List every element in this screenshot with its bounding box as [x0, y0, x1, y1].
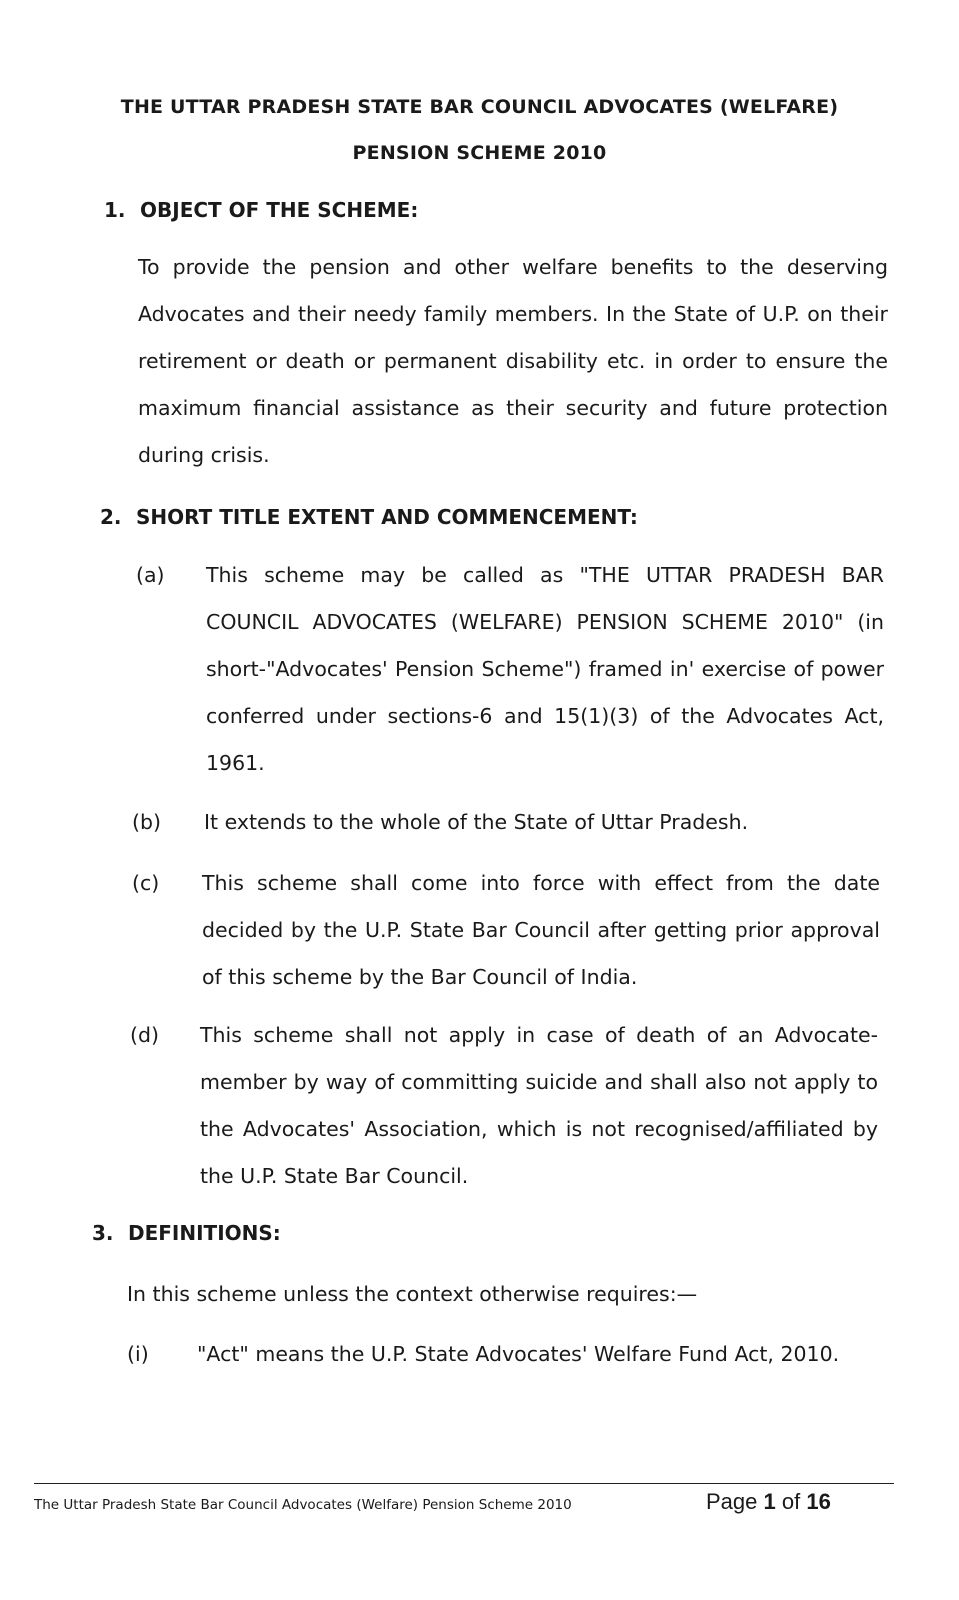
section-number: 1. [104, 198, 126, 222]
clause-label: (i) [127, 1342, 149, 1366]
clause-text: This scheme shall come into force with effect from the date decided by the U.P. State Bar Council after getting prior approval of this scheme by the Bar Council of India. [202, 871, 880, 989]
clause-text: "Act" means the U.P. State Advocates' Welfare Fund Act, 2010. [197, 1342, 840, 1366]
footer-document-title: The Uttar Pradesh State Bar Council Advocates (Welfare) Pension Scheme 2010 [34, 1497, 572, 1513]
document-title-line2: PENSION SCHEME 2010 [352, 142, 607, 164]
section-1-heading [104, 198, 418, 222]
definitions-intro: In this scheme unless the context otherwise requires:— [127, 1282, 698, 1306]
clause-text: It extends to the whole of the State of Uttar Pradesh. [204, 810, 749, 834]
section-title: SHORT TITLE EXTENT AND COMMENCEMENT: [136, 505, 638, 529]
document-title-line1: THE UTTAR PRADESH STATE BAR COUNCIL ADVOCATES (WELFARE) [120, 96, 839, 118]
clause-text: This scheme shall not apply in case of death of an Advocate-member by way of committing suicide and shall also not apply to the Advocates' Association, which is not recognised/affiliated by the U.P. State Bar Council. [200, 1023, 878, 1188]
section-title: DEFINITIONS: [128, 1221, 281, 1245]
clause-b [132, 799, 882, 849]
page-word: Page [706, 1489, 758, 1514]
section-title: OBJECT OF THE SCHEME: [140, 198, 419, 222]
page-current: 1 [763, 1489, 776, 1514]
clause-d [130, 1012, 880, 1202]
page-of: of [781, 1489, 801, 1514]
clause-label: (c) [132, 871, 160, 895]
section-number: 3. [92, 1221, 114, 1245]
clause-c [132, 860, 882, 1005]
definition-i [127, 1331, 877, 1431]
section-2-heading [100, 505, 638, 529]
footer-divider [34, 1483, 894, 1484]
section-3-heading [92, 1221, 281, 1245]
clause-text: This scheme may be called as "THE UTTAR PRADESH BAR COUNCIL ADVOCATES (WELFARE) PENSION SCHEME 2010" (in short-"Advocates' Pension Scheme") framed in' exercise of power conferred under sections-6 and 15(1)(3) of the Advocates Act, 1961. [206, 563, 884, 775]
clause-a [136, 552, 886, 792]
clause-label: (d) [130, 1023, 160, 1047]
page-number [706, 1489, 831, 1515]
section-number: 2. [100, 505, 122, 529]
clause-label: (b) [132, 810, 162, 834]
clause-label: (a) [136, 563, 165, 587]
page-total: 16 [806, 1489, 831, 1514]
section-1-body: To provide the pension and other welfare benefits to the deserving Advocates and their needy family members. In the State of U.P. on their retirement or death or permanent disability etc. in order to ensure the maximum financial assistance as their security and future protection during crisis. [138, 255, 888, 467]
